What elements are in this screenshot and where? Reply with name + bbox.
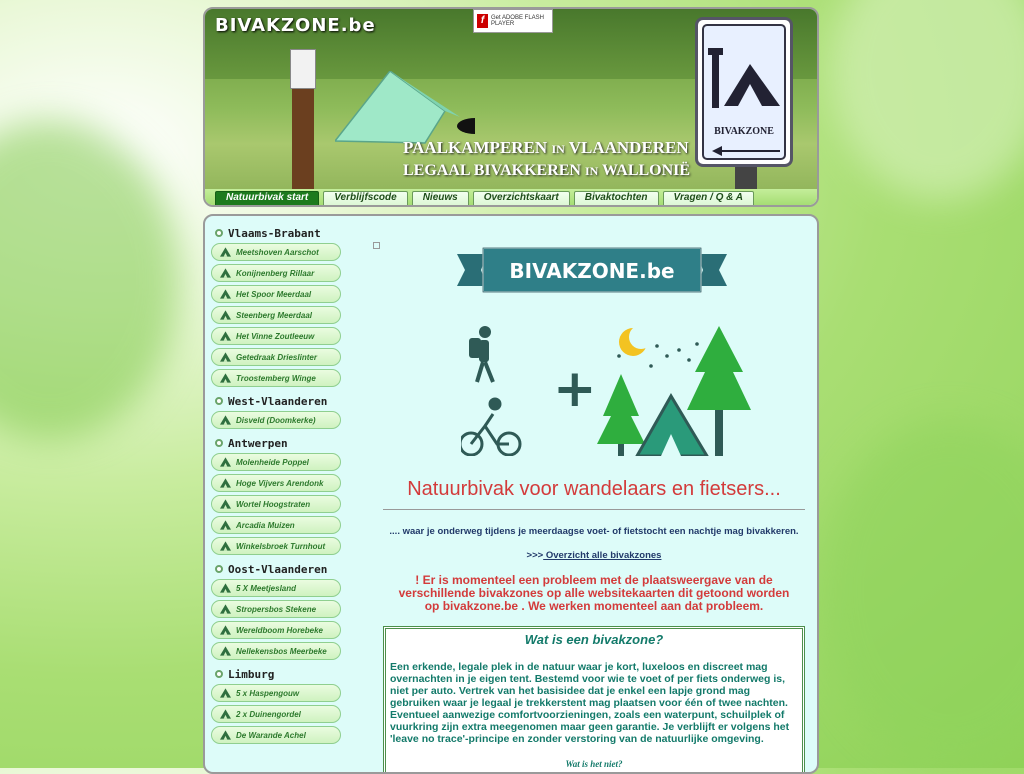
sidebar-item[interactable]: Het Spoor Meerdaal xyxy=(211,285,341,303)
sidebar-item[interactable]: Disveld (Doomkerke) xyxy=(211,411,341,429)
nav-tab-start[interactable]: Natuurbivak start xyxy=(215,191,319,207)
tent-sign-icon xyxy=(704,26,788,126)
hiker-icon xyxy=(469,326,493,382)
nav-tab-verblijfscode[interactable]: Verblijfscode xyxy=(323,191,407,207)
sidebar-item[interactable]: 5 X Meetjesland xyxy=(211,579,341,597)
tent-small-icon xyxy=(220,709,231,719)
intro-text: .... waar je onderweg tijdens je meerdaagse voet- of fietstocht een nachtje mag bivakkeren. xyxy=(389,526,799,537)
sidebar-item[interactable]: 5 x Haspengouw xyxy=(211,684,341,702)
svg-text:BIVAKZONE.be: BIVAKZONE.be xyxy=(509,259,675,283)
background-leaf xyxy=(0,120,180,440)
sidebar-item[interactable]: 2 x Duinengordel xyxy=(211,705,341,723)
tent-small-icon xyxy=(220,289,231,299)
tent-small-icon xyxy=(220,268,231,278)
region-title: Vlaams-Brabant xyxy=(215,226,351,240)
sidebar-item[interactable]: Winkelsbroek Turnhout xyxy=(211,537,341,555)
tent-small-icon xyxy=(220,730,231,740)
bullet-icon xyxy=(215,565,223,573)
tent-small-icon xyxy=(220,247,231,257)
divider xyxy=(383,509,805,510)
hiker-cyclist-tent-illustration xyxy=(461,326,751,456)
tent-small-icon xyxy=(220,541,231,551)
bullet-icon xyxy=(215,397,223,405)
nav-tab-overzichtskaart[interactable]: Overzichtskaart xyxy=(473,191,570,207)
tent-small-icon xyxy=(220,604,231,614)
tent-small-icon xyxy=(220,499,231,509)
sidebar-item[interactable]: Wortel Hoogstraten xyxy=(211,495,341,513)
warning-text: ! Er is momenteel een probleem met de plaatsweergave van de verschillende bivakzones op alle websitekaarten dit getoond worden op bivakzone.be . We werken momenteel aan dat probleem. xyxy=(398,573,790,613)
cyclist-icon xyxy=(461,399,520,455)
sidebar-item[interactable]: Arcadia Muizen xyxy=(211,516,341,534)
sign-pole xyxy=(735,167,757,189)
sign-label: BIVAKZONE xyxy=(714,126,774,137)
nav-tab-nieuws[interactable]: Nieuws xyxy=(412,191,469,207)
info-box-subtitle: Wat is het niet? xyxy=(565,759,623,769)
site-header xyxy=(203,7,819,207)
sidebar-item[interactable]: Getedraak Drieslinter xyxy=(211,348,341,366)
region-title: Antwerpen xyxy=(215,436,351,450)
tent-small-icon xyxy=(220,520,231,530)
bullet-icon xyxy=(215,670,223,678)
info-box-title: Wat is een bivakzone? xyxy=(524,632,664,647)
arrow-left-icon xyxy=(712,146,782,156)
bullet-icon xyxy=(215,229,223,237)
sidebar-item[interactable]: Meetshoven Aarschot xyxy=(211,243,341,261)
sidebar-item[interactable]: Hoge Vijvers Arendonk xyxy=(211,474,341,492)
sidebar-item[interactable]: Troostemberg Winge xyxy=(211,369,341,387)
sidebar-item[interactable]: Het Vinne Zoutleeuw xyxy=(211,327,341,345)
region-group xyxy=(211,226,351,387)
content-frame xyxy=(203,214,819,774)
tent-small-icon xyxy=(220,457,231,467)
sidebar-item[interactable]: De Warande Achel xyxy=(211,726,341,744)
tent-small-icon xyxy=(220,352,231,362)
flash-icon: f xyxy=(477,14,488,28)
sidebar-item[interactable]: Konijnenberg Rillaar xyxy=(211,264,341,282)
header-logo[interactable]: BIVAKZONE.be xyxy=(215,15,376,36)
nav-bar xyxy=(205,189,819,207)
overview-link[interactable]: Overzicht alle bivakzones xyxy=(543,550,662,561)
tent-small-icon xyxy=(220,331,231,341)
background-leaf xyxy=(830,0,1024,200)
info-box xyxy=(383,626,805,774)
region-group xyxy=(211,394,351,429)
placeholder-square xyxy=(373,242,380,249)
header-slogan: PAALKAMPEREN IN VLAANDEREN LEGAAL BIVAKKEREN IN WALLONIË xyxy=(403,138,691,179)
tent-small-icon xyxy=(220,373,231,383)
tent-small-icon xyxy=(220,415,231,425)
main-nav xyxy=(215,191,754,207)
region-title: Oost-Vlaanderen xyxy=(215,562,351,576)
tent-small-icon xyxy=(220,310,231,320)
bullet-icon xyxy=(215,439,223,447)
region-title: West-Vlaanderen xyxy=(215,394,351,408)
tent-small-icon xyxy=(220,625,231,635)
tent-small-icon xyxy=(220,583,231,593)
sidebar-item[interactable]: Stropersbos Stekene xyxy=(211,600,341,618)
sidebar-item[interactable]: Molenheide Poppel xyxy=(211,453,341,471)
sidebar-item[interactable]: Steenberg Meerdaal xyxy=(211,306,341,324)
sidebar-item[interactable]: Nellekensbos Meerbeke xyxy=(211,642,341,660)
svg-text:+: + xyxy=(553,359,597,419)
region-group xyxy=(211,436,351,555)
background-leaf xyxy=(820,420,1024,760)
flash-player-badge[interactable]: f Get ADOBE FLASH PLAYER xyxy=(473,9,553,33)
banner-logo xyxy=(457,244,727,300)
tent-small-icon xyxy=(220,688,231,698)
sidebar-item[interactable]: Wereldboom Horebeke xyxy=(211,621,341,639)
region-group xyxy=(211,667,351,744)
header-photo xyxy=(205,9,819,189)
nav-tab-bivaktochten[interactable]: Bivaktochten xyxy=(574,191,659,207)
tent-small-icon xyxy=(220,646,231,656)
tent-small-icon xyxy=(220,478,231,488)
region-title: Limburg xyxy=(215,667,351,681)
overview-line: >>> Overzicht alle bivakzones xyxy=(526,550,662,561)
sidebar xyxy=(211,226,351,751)
nav-tab-vragen[interactable]: Vragen / Q & A xyxy=(663,191,754,207)
info-box-text: Een erkende, legale plek in de natuur waar je kort, luxeloos en discreet mag overnachten in je eigen tent. Bestemd voor wie te voet of per fiets onderweg is, niet per auto. Vertrek van het basisidee dat je enkel een lapje grond mag gebruiken waar je legaal je trekkerstent mag plaatsen voor één of twee nachten. Eventueel aanwezige comfortvoorzieningen, zoals een waterpunt, schuilplek of vuurkring zijn extra meegenomen maar geen garantie. Je verblijft er volgens het 'leave no trace'-principe en zonder verstoring van de natuurlijke omgeving. xyxy=(390,661,790,745)
water-post xyxy=(292,49,314,189)
page-headline: Natuurbivak voor wandelaars en fietsers... xyxy=(407,478,781,500)
region-group xyxy=(211,562,351,660)
bivakzone-sign xyxy=(695,17,793,167)
